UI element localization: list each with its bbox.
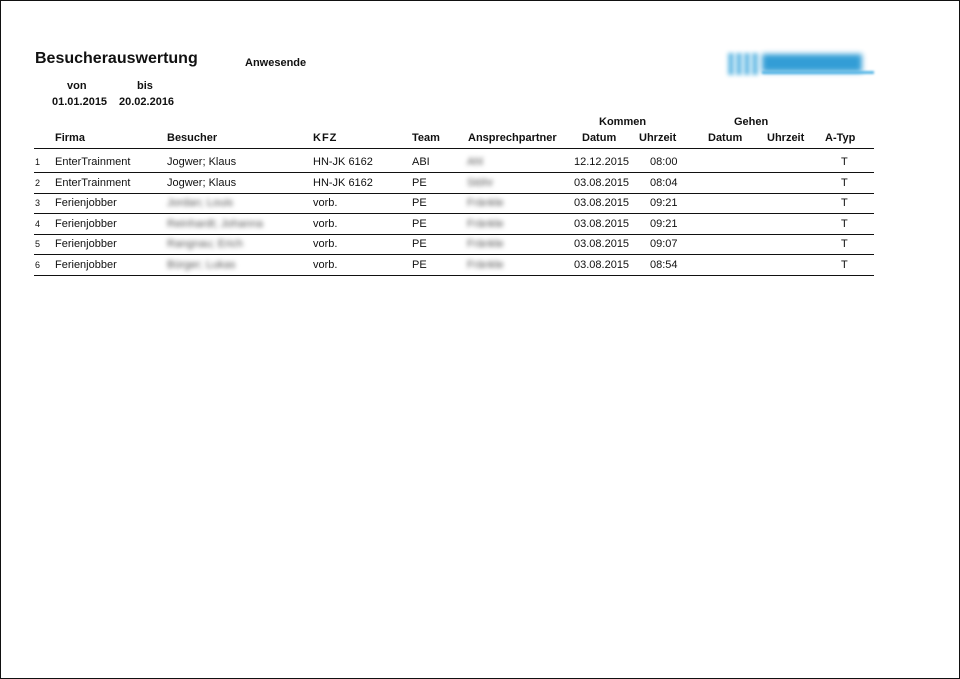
cell-ansprechpartner: Fränkle xyxy=(467,217,504,230)
cell-firma: Ferienjobber xyxy=(55,238,117,250)
col-header-besucher: Besucher xyxy=(167,132,218,144)
header-divider xyxy=(34,148,874,149)
table-row xyxy=(0,234,960,254)
cell-team: PE xyxy=(412,217,427,230)
row-divider xyxy=(34,275,874,276)
cell-firma: Ferienjobber xyxy=(55,197,117,209)
cell-kommen-uhrzeit: 09:07 xyxy=(650,238,678,250)
cell-kommen-uhrzeit: 08:00 xyxy=(650,156,678,168)
cell-kommen-datum: 03.08.2015 xyxy=(574,176,630,189)
cell-atyp: T xyxy=(841,176,848,189)
cell-kfz: HN-JK 6162 xyxy=(313,156,373,168)
report-title: Besucherauswertung xyxy=(35,50,198,67)
cell-kommen-datum: 03.08.2015 xyxy=(574,238,630,250)
cell-kfz: vorb. xyxy=(313,197,338,209)
col-header-gehen-datum: Datum xyxy=(708,132,743,144)
cell-team: ABI xyxy=(412,156,430,168)
col-header-atyp: A-Typ xyxy=(825,132,856,144)
group-header-kommen: Kommen xyxy=(599,116,647,128)
col-header-kfz: KFZ xyxy=(313,132,338,144)
cell-firma: EnterTrainment xyxy=(55,176,131,189)
cell-besucher: Jogwer; Klaus xyxy=(167,156,237,168)
cell-nr: 6 xyxy=(35,259,41,270)
cell-besucher: Rangnau; Erich xyxy=(167,238,243,250)
cell-firma: Ferienjobber xyxy=(55,217,117,230)
cell-ansprechpartner: Ahl xyxy=(467,156,483,168)
col-header-gehen-uhrzeit: Uhrzeit xyxy=(767,132,805,144)
cell-atyp: T xyxy=(841,238,848,250)
cell-team: PE xyxy=(412,197,427,209)
cell-besucher: Reinhardt; Johanna xyxy=(167,217,264,230)
cell-ansprechpartner: Fränkle xyxy=(467,238,504,250)
company-logo xyxy=(728,51,876,77)
cell-besucher: Jordan; Louis xyxy=(167,197,234,209)
period-to-label: bis xyxy=(137,80,153,92)
period-from-date: 01.01.2015 xyxy=(52,96,108,108)
cell-atyp: T xyxy=(841,197,848,209)
cell-nr: 5 xyxy=(35,239,41,249)
table-row xyxy=(0,255,960,275)
cell-besucher: Jogwer; Klaus xyxy=(167,176,237,189)
cell-atyp: T xyxy=(841,156,848,168)
cell-ansprechpartner: Stöhr xyxy=(467,176,494,189)
cell-kommen-uhrzeit: 08:04 xyxy=(650,176,678,189)
cell-kfz: vorb. xyxy=(313,238,338,250)
period-from-label: von xyxy=(67,80,87,92)
cell-team: PE xyxy=(412,176,427,189)
col-header-ansprechpartner: Ansprechpartner xyxy=(468,132,557,144)
cell-kommen-uhrzeit: 09:21 xyxy=(650,217,678,230)
cell-nr: 3 xyxy=(35,198,41,208)
report-subtitle: Anwesende xyxy=(245,57,307,69)
cell-atyp: T xyxy=(841,217,848,230)
cell-ansprechpartner: Fränkle xyxy=(467,258,504,271)
cell-kommen-datum: 03.08.2015 xyxy=(574,197,630,209)
cell-firma: EnterTrainment xyxy=(55,156,131,168)
cell-kommen-datum: 03.08.2015 xyxy=(574,258,630,271)
period-to-date: 20.02.2016 xyxy=(119,96,175,108)
cell-kommen-datum: 12.12.2015 xyxy=(574,156,630,168)
table-row xyxy=(0,193,960,213)
table-row xyxy=(0,152,960,172)
col-header-kommen-uhrzeit: Uhrzeit xyxy=(639,132,677,144)
cell-kommen-datum: 03.08.2015 xyxy=(574,217,630,230)
cell-kfz: HN-JK 6162 xyxy=(313,176,373,189)
cell-besucher: Bürger; Lukas xyxy=(167,258,236,271)
group-header-gehen: Gehen xyxy=(734,116,769,128)
cell-kommen-uhrzeit: 09:21 xyxy=(650,197,678,209)
cell-team: PE xyxy=(412,258,427,271)
table-row xyxy=(0,214,960,234)
cell-nr: 4 xyxy=(35,218,41,229)
cell-nr: 2 xyxy=(35,177,41,188)
col-header-firma: Firma xyxy=(55,132,85,144)
cell-kfz: vorb. xyxy=(313,217,338,230)
cell-nr: 1 xyxy=(35,157,41,167)
cell-kfz: vorb. xyxy=(313,258,338,271)
cell-firma: Ferienjobber xyxy=(55,258,117,271)
table-row xyxy=(0,173,960,193)
cell-ansprechpartner: Fränkle xyxy=(467,197,504,209)
col-header-team: Team xyxy=(412,132,440,144)
cell-kommen-uhrzeit: 08:54 xyxy=(650,258,678,271)
cell-team: PE xyxy=(412,238,427,250)
cell-atyp: T xyxy=(841,258,848,271)
col-header-kommen-datum: Datum xyxy=(582,132,617,144)
